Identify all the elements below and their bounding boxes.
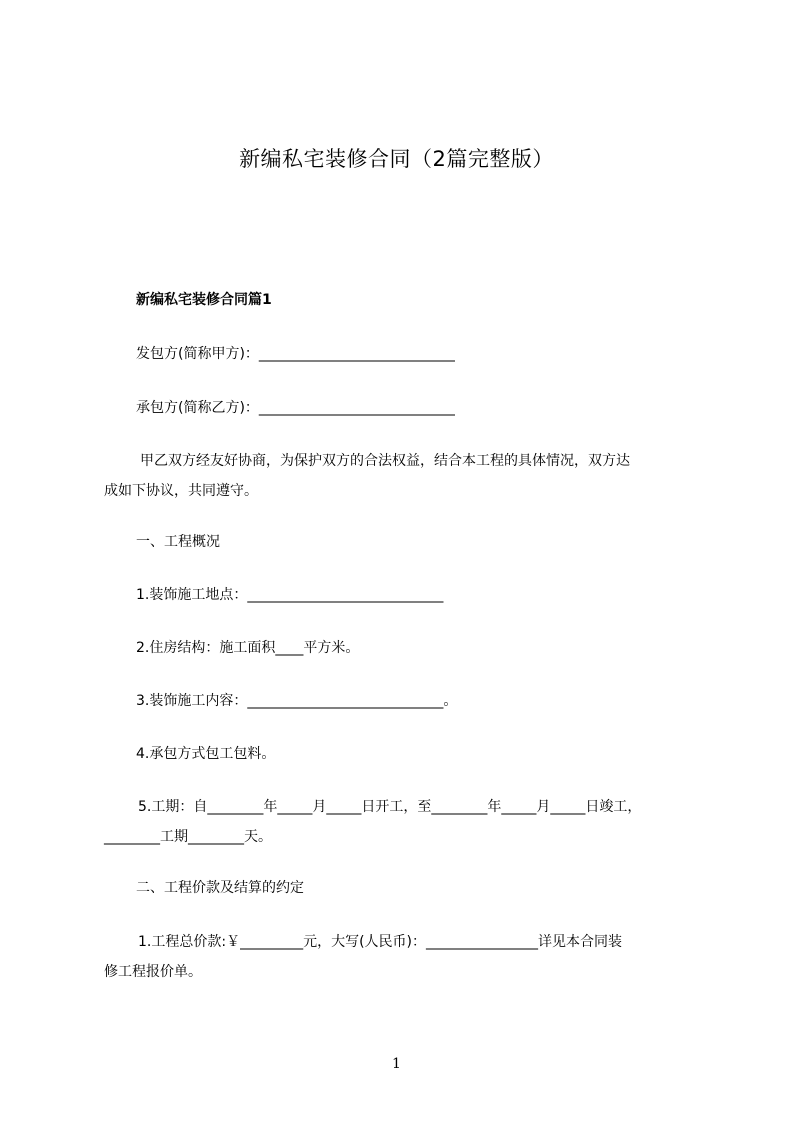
item-total-price-line-1: 1.工程总价款:￥_________元，大写(人民币)：________________详见本合同装 (138, 934, 622, 950)
item-construction-site: 1.装饰施工地点：____________________________ (136, 587, 444, 603)
party-a-field: 发包方(简称甲方)：____________________________ (136, 346, 455, 362)
item-schedule-line-2: ________工期________天。 (104, 829, 272, 845)
heading-project-overview: 一、工程概况 (136, 534, 220, 550)
party-b-field: 承包方(简称乙方)：____________________________ (136, 400, 455, 416)
page-number: 1 (392, 1056, 401, 1072)
item-housing-structure: 2.住房结构：施工面积____平方米。 (136, 640, 360, 656)
item-total-price-line-2: 修工程报价单。 (104, 964, 202, 980)
item-construction-content: 3.装饰施工内容：____________________________。 (136, 693, 458, 709)
page-title: 新编私宅装修合同（2篇完整版） (239, 147, 554, 171)
intro-line-1: 甲乙双方经友好协商，为保护双方的合法权益，结合本工程的具体情况，双方达 (140, 453, 630, 469)
item-schedule-line-1: 5.工期：自________年_____月_____日开工，至________年_____月_____日竣工， (138, 799, 642, 815)
intro-line-2: 成如下协议，共同遵守。 (104, 483, 258, 499)
heading-price-settlement: 二、工程价款及结算的约定 (136, 880, 304, 896)
item-contract-method: 4.承包方式包工包料。 (136, 746, 276, 762)
section-title: 新编私宅装修合同篇1 (136, 292, 272, 308)
